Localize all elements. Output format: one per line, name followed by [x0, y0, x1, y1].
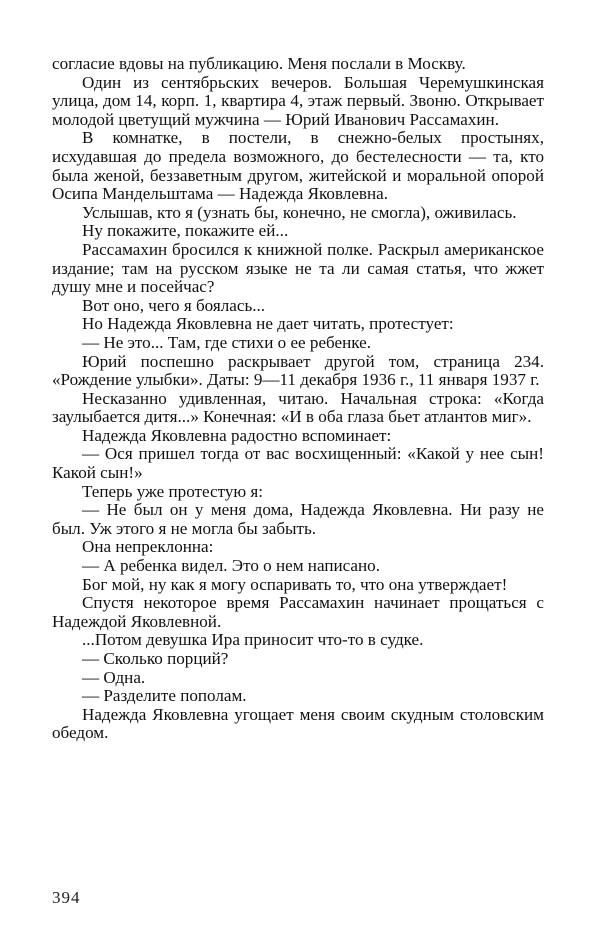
- paragraph: Юрий поспешно раскрывает другой том, страница 234. «Рождение улыбки». Даты: 9—11 декабря 1936 г., 11 января 1937 г.: [52, 351, 544, 390]
- paragraph: Спустя некоторое время Рассамахин начинает прощаться с Надеждой Яковлевной.: [52, 593, 544, 631]
- paragraph: Рассамахин бросился к книжной полке. Раскрыл американское издание; там на русском языке не та ли самая статья, что жжет душу мне и посейчас?: [52, 239, 544, 297]
- paragraph: — Не это... Там, где стихи о ее ребенке.: [82, 332, 371, 352]
- paragraph: Она непреклонна:: [82, 537, 214, 557]
- book-page-text: [52, 55, 544, 743]
- paragraph: Теперь уже протестую я:: [82, 481, 264, 501]
- paragraph: — Одна.: [82, 667, 146, 687]
- paragraph: — Разделите пополам.: [82, 686, 247, 706]
- paragraph: Но Надежда Яковлевна не дает читать, протестует:: [82, 314, 454, 334]
- paragraph: В комнатке, в постели, в снежно-белых простынях, исхудавшая до предела возможного, до бестелесности — та, кто была женой, беззаветным другом, житейской и моральной опорой Осипа Мандельштама — Надежда Яковлевна.: [52, 128, 544, 204]
- paragraph: — Не был он у меня дома, Надежда Яковлевна. Ни разу не был. Уж этого я не могла бы забыть.: [52, 500, 544, 538]
- paragraph: — Ося пришел тогда от вас восхищенный: «Какой у нее сын! Какой сын!»: [52, 444, 544, 483]
- paragraph: Бог мой, ну как я могу оспаривать то, что она утверждает!: [82, 574, 508, 594]
- paragraph: Надежда Яковлевна радостно вспоминает:: [82, 425, 392, 445]
- page-number: 394: [52, 888, 81, 907]
- paragraph: Несказанно удивленная, читаю. Начальная строка: «Когда заулыбается дитя...» Конечная: «И в оба глаза бьет атлантов миг».: [52, 388, 544, 427]
- paragraph: Ну покажите, покажите ей...: [82, 221, 289, 241]
- paragraph: Один из сентябрьских вечеров. Большая Черемушкинская улица, дом 14, корп. 1, квартира 4, этаж первый. Звоню. Открывает молодой цветущий мужчина — Юрий Иванович Рассамахин.: [52, 72, 544, 129]
- paragraph: согласие вдовы на публикацию. Меня послали в Москву.: [52, 54, 466, 73]
- paragraph: ...Потом девушка Ира приносит что-то в судке.: [82, 630, 424, 650]
- paragraph: Услышав, кто я (узнать бы, конечно, не смогла), оживилась.: [82, 202, 517, 222]
- paragraph: — Сколько порций?: [82, 649, 229, 668]
- paragraph: — А ребенка видел. Это о нем написано.: [82, 556, 380, 576]
- paragraph: Вот оно, чего я боялась...: [82, 295, 266, 315]
- paragraph: Надежда Яковлевна угощает меня своим скудным столовским обедом.: [52, 704, 544, 743]
